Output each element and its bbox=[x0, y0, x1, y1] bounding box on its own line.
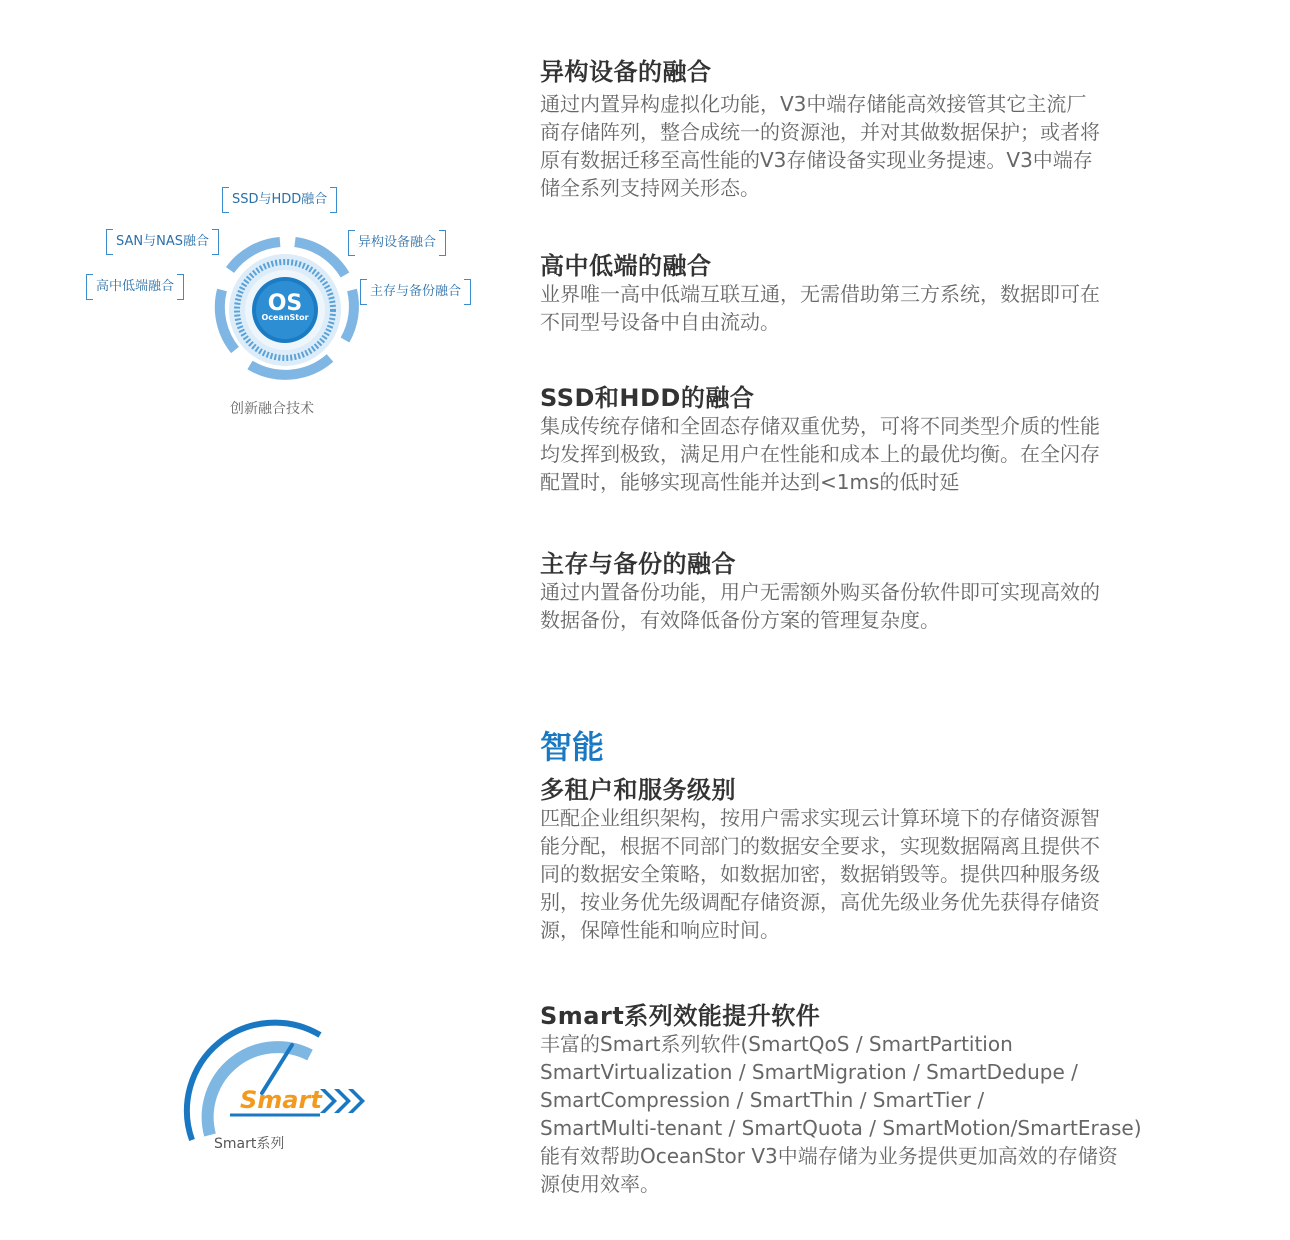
smart-badge-caption: Smart系列 bbox=[214, 1136, 285, 1152]
section-body-ssd-hdd: 集成传统存储和全固态存储双重优势，可将不同类型介质的性能 均发挥到极致，满足用户在性能和成本上的最优均衡。在全闪存 配置时，能够实现高性能并达到<1ms的低时延 bbox=[540, 414, 1100, 494]
section-body-smart-series: 丰富的Smart系列软件(SmartQoS / SmartPartition SmartVirtualization / SmartMigration / SmartDedupe / SmartCompression / SmartThin / SmartTier / SmartMulti-tenant / SmartQuota / SmartMotion/SmartErase) 能有效帮助OceanStor V3中端存储为业务提供更加高效的存储资 源使用效率。 bbox=[540, 1032, 1142, 1196]
label-ssd-hdd: SSD与HDD融合 bbox=[224, 188, 335, 212]
os-logo-mark: OS bbox=[267, 291, 303, 316]
oceanstor-logo-text: OceanStor bbox=[261, 313, 309, 322]
section-body-multi-tenant: 匹配企业组织架构，按用户需求实现云计算环境下的存储资源智 能分配，根据不同部门的数据安全要求，实现数据隔离且提供不 同的数据安全策略，如数据加密，数据销毁等。提供四种服务级 别，按业务优先级调配存储资源，高优先级业务优先获得存储资 源，保障性能和响应时间。 bbox=[540, 806, 1100, 942]
section-body-primary-backup: 通过内置备份功能，用户无需额外购买备份软件即可实现高效的 数据备份，有效降低备份方案的管理复杂度。 bbox=[540, 580, 1100, 632]
diagram-caption: 创新融合技术 bbox=[230, 401, 314, 417]
section-title-smart-series: Smart系列效能提升软件 bbox=[540, 1002, 821, 1030]
label-heterogeneous: 异构设备融合 bbox=[350, 231, 444, 255]
section-title-primary-backup: 主存与备份的融合 bbox=[540, 550, 736, 578]
gauge-icon bbox=[170, 1015, 385, 1150]
label-san-nas: SAN与NAS融合 bbox=[108, 230, 217, 254]
label-high-mid-low: 高中低端融合 bbox=[88, 275, 182, 299]
category-title-smart: 智能 bbox=[540, 728, 605, 766]
oceanstor-ring-graphic bbox=[200, 230, 370, 380]
section-body-heterogeneous: 通过内置异构虚拟化功能，V3中端存储能高效接管其它主流厂 商存储阵列，整合成统一的资源池，并对其做数据保护；或者将 原有数据迁移至高性能的V3存储设备实现业务提速。V3中端存 储全系列支持网关形态。 bbox=[540, 92, 1100, 200]
section-title-ssd-hdd: SSD和HDD的融合 bbox=[540, 384, 755, 412]
section-title-multi-tenant: 多租户和服务级别 bbox=[540, 776, 736, 804]
smart-badge-word: Smart bbox=[240, 1086, 322, 1114]
section-body-high-mid-low: 业界唯一高中低端互联互通，无需借助第三方系统，数据即可在 不同型号设备中自由流动。 bbox=[540, 282, 1100, 334]
section-title-high-mid-low: 高中低端的融合 bbox=[540, 252, 712, 280]
section-title-heterogeneous: 异构设备的融合 bbox=[540, 58, 712, 86]
label-primary-backup: 主存与备份融合 bbox=[362, 280, 469, 304]
